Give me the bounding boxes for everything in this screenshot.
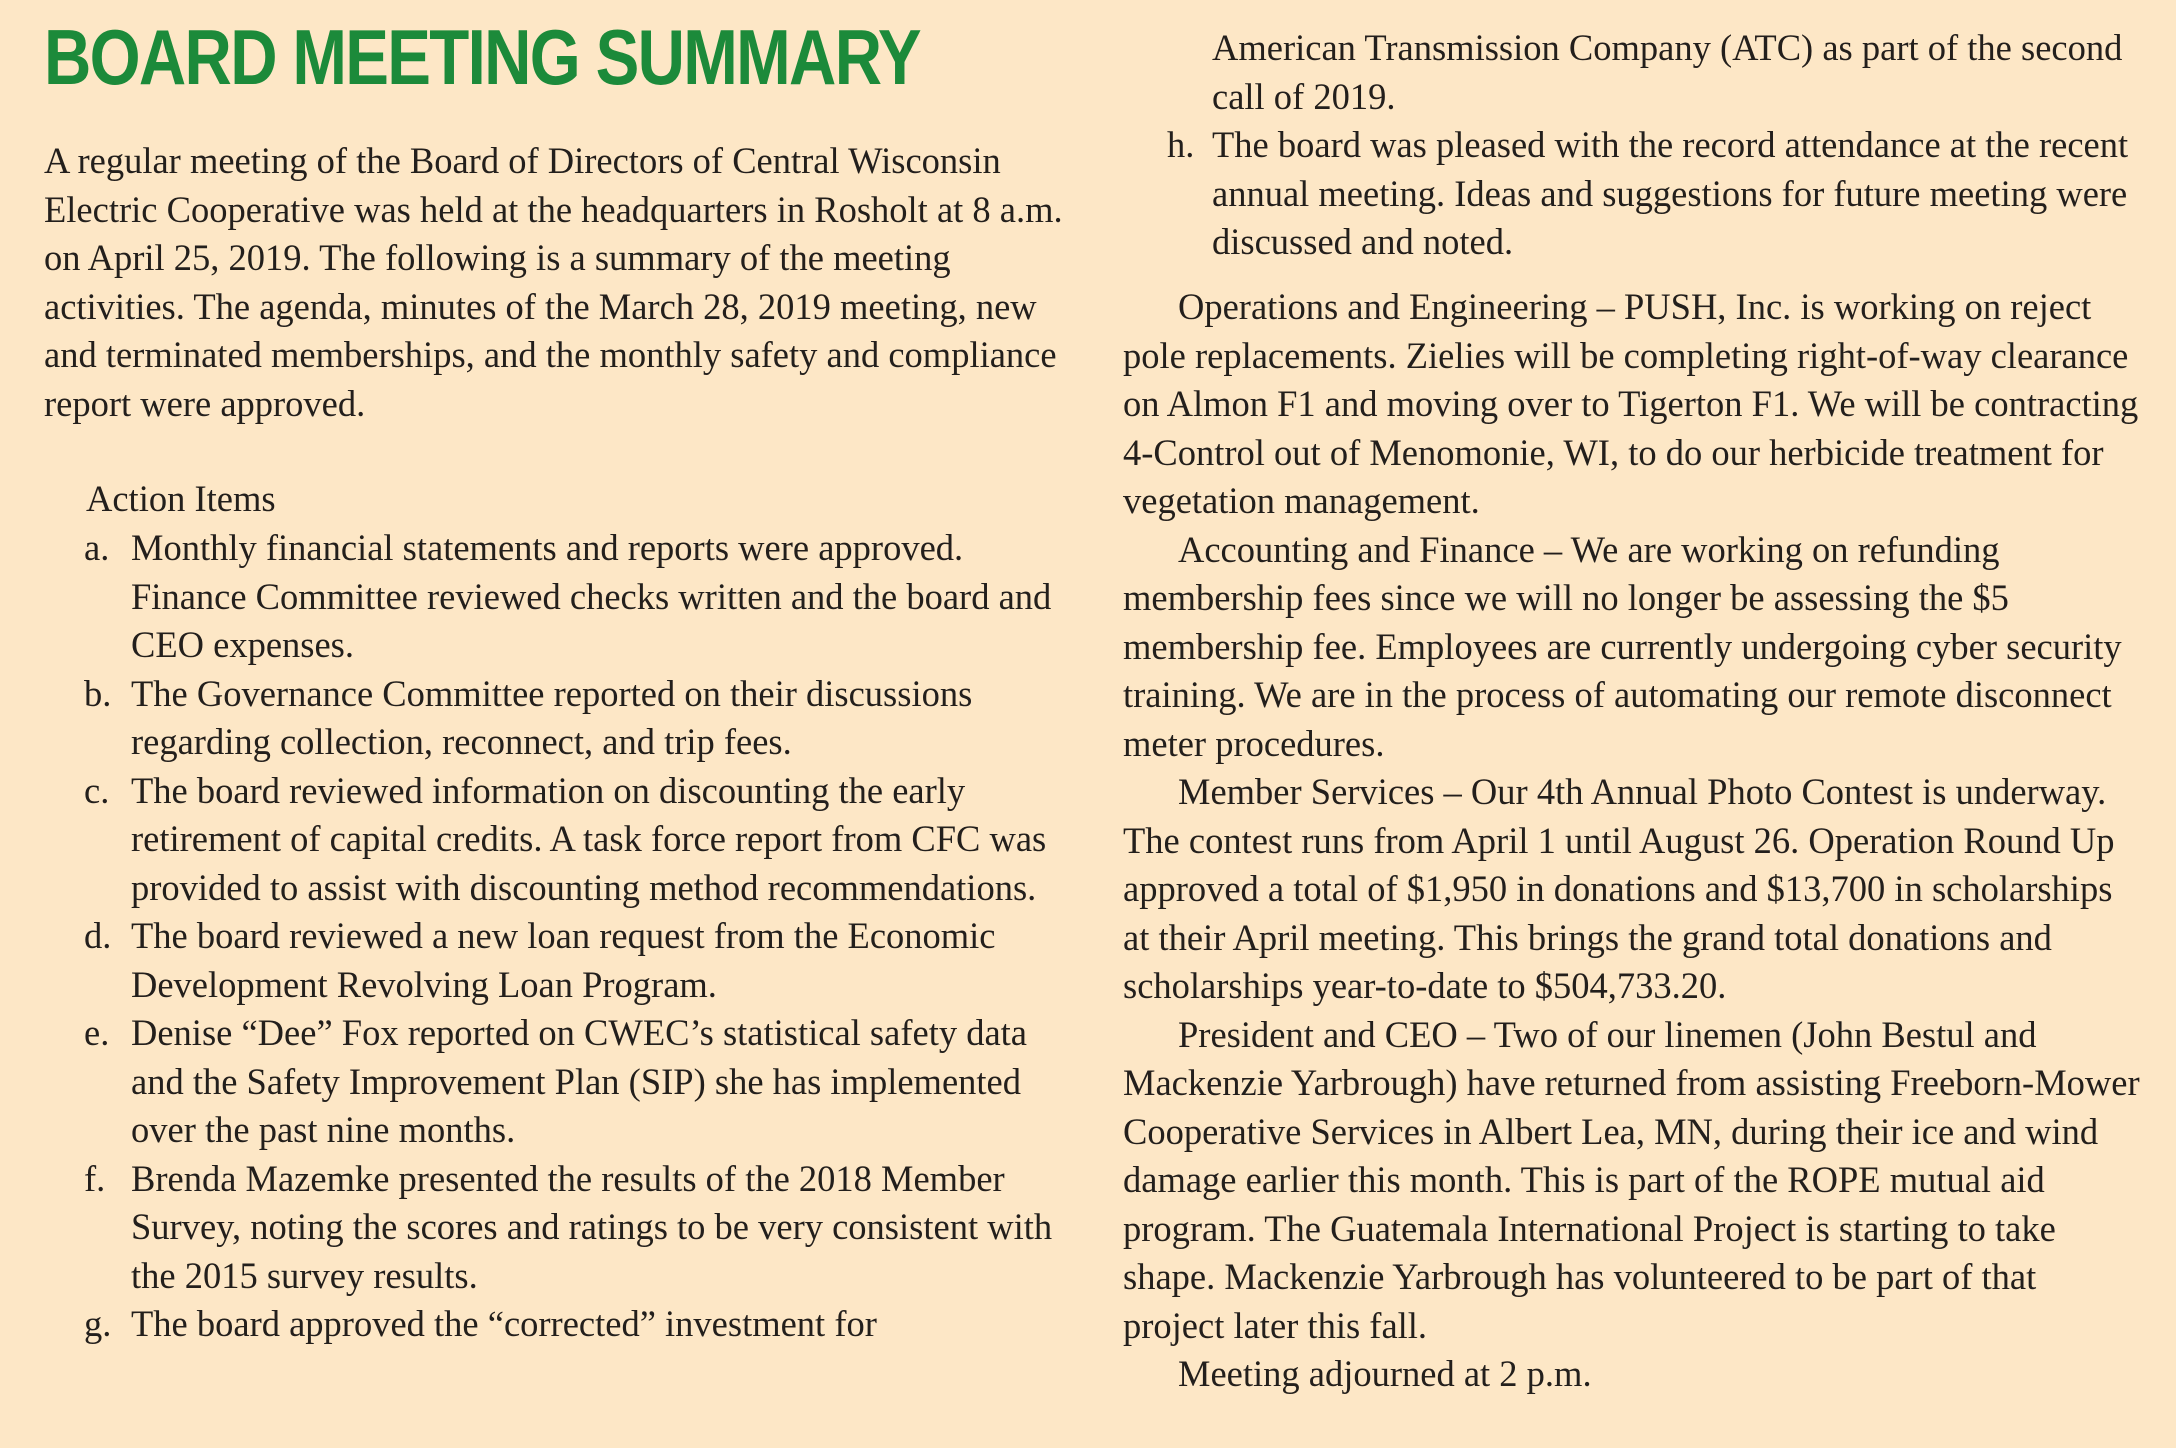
action-item-c (44, 767, 1074, 913)
action-item-marker: c. (84, 769, 110, 811)
action-item-text: Denise “Dee” Fox reported on CWEC’s statistical safety data and the Safety Improvement Plan (SIP) she has implemented over the past nine months. (131, 1012, 1027, 1150)
action-item-text: Brenda Mazemke presented the results of the 2018 Member Survey, noting the scores and ratings to be very consistent with the 2015 survey results. (131, 1157, 1053, 1296)
member-services-paragraph: Member Services – Our 4th Annual Photo Contest is underway. The contest runs from April 1 until August 26. Operation Round Up approved a total of $1,950 in donations and $13,700 in scholarships at their April meeting. This brings the grand total donations and scholarships year-to-date to $504,733.20. (1123, 771, 2115, 1006)
action-item-text: The Governance Committee reported on their discussions regarding collection, reconnect, and trip fees. (131, 672, 973, 762)
action-item-marker: g. (84, 1303, 112, 1344)
president-ceo-paragraph: President and CEO – Two of our linemen (John Bestul and Mackenzie Yarbrough) have returned from assisting Freeborn-Mower Cooperative Services in Albert Lea, MN, during their ice and wind damage earlier this month. This is part of the ROPE mutual aid program. The Guatemala International Project is starting to take shape. Mackenzie Yarbrough has volunteered to be part of that project later this fall. (1123, 1013, 2140, 1346)
page-title: BOARD MEETING SUMMARY (44, 13, 920, 101)
action-item-d (44, 912, 1074, 1009)
action-item-text: American Transmission Company (ATC) as part of the second call of 2019. (1212, 27, 2123, 117)
action-item-a (44, 524, 1074, 670)
action-item-f (44, 1155, 1074, 1301)
action-item-text: The board was pleased with the record attendance at the recent annual meeting. Ideas and suggestions for future meeting were discussed and noted. (1212, 124, 2129, 262)
department-reports (1123, 283, 2143, 1399)
action-item-h (1123, 121, 2143, 267)
adjournment-paragraph: Meeting adjourned at 2 p.m. (1178, 1353, 1592, 1394)
action-item-g-continued (1123, 24, 2143, 121)
intro-paragraph: A regular meeting of the Board of Directors of Central Wisconsin Electric Cooperative was held at the headquarters in Rosholt at 8 a.m. on April 25, 2019. The following is a summary of the meeting activities. The agenda, minutes of the March 28, 2019 meeting, new and terminated memberships, and the monthly safety and compliance report were approved. (44, 140, 1063, 424)
action-item-marker: d. (84, 915, 112, 956)
action-item-marker: b. (84, 672, 112, 714)
action-items-list-continued (1123, 24, 2143, 267)
action-item-marker: f. (84, 1157, 106, 1199)
action-item-text: The board reviewed a new loan request from the Economic Development Revolving Loan Program. (131, 915, 996, 1005)
action-item-marker: h. (1167, 124, 1195, 165)
action-items-list (44, 524, 1074, 1349)
action-item-text: The board approved the “corrected” investment for (131, 1303, 877, 1344)
operations-engineering-paragraph: Operations and Engineering – PUSH, Inc. is working on reject pole replacements. Zielies will be completing right-of-way clearance on Almon F1 and moving over to Tigerton F1. We will be contracting 4-Control out of Menomonie, WI, to do our herbicide treatment for vegetation management. (1123, 286, 2139, 521)
action-item-b (44, 670, 1074, 767)
action-item-text: Monthly financial statements and reports were approved. Finance Committee reviewed checks written and the board and CEO expenses. (131, 527, 1052, 665)
action-item-marker: e. (84, 1012, 110, 1053)
accounting-finance-paragraph: Accounting and Finance – We are working on refunding membership fees since we will no longer be assessing the $5 membership fee. Employees are currently undergoing cyber security training. We are in the process of automating our remote disconnect meter procedures. (1123, 528, 2122, 764)
action-item-text: The board reviewed information on discounting the early retirement of capital credits. A task force report from CFC was provided to assist with discounting method recommendations. (131, 769, 1047, 908)
action-item-marker: a. (84, 527, 110, 568)
action-items-heading: Action Items (86, 478, 276, 519)
action-item-g (44, 1300, 1074, 1349)
action-item-e (44, 1009, 1074, 1155)
